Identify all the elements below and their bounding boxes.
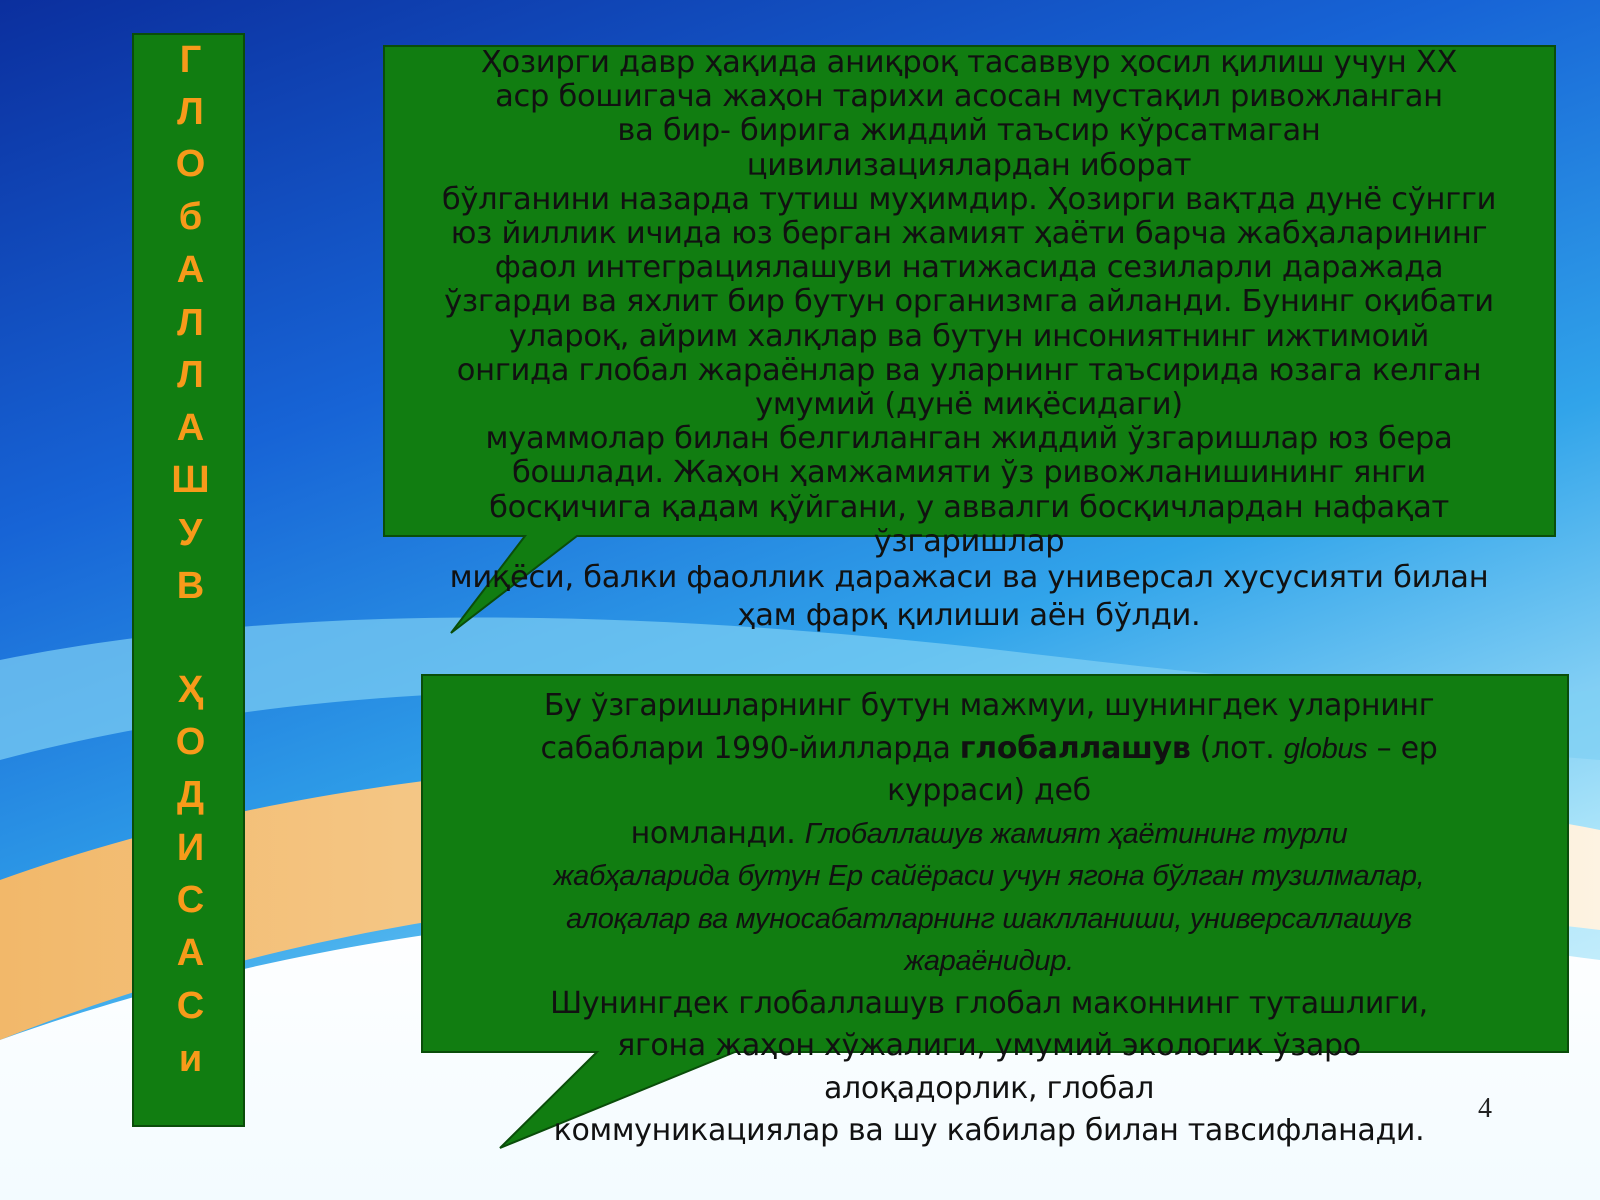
vertical-title-letter: Л — [177, 302, 204, 344]
vertical-title-letter: и — [178, 1038, 203, 1080]
vertical-title-letter: А — [176, 932, 205, 974]
paragraph-block-2 — [440, 685, 1538, 1153]
text-line: Бу ўзгаришларнинг бутун мажмуи, шунингдек уларнинг — [543, 688, 1435, 723]
text-line: ҳам фарқ қилиши аён бўлди. — [737, 598, 1201, 634]
text-line: ўзгарди ва яхлит бир бутун организмга айланди. Бунинг оқибати — [444, 284, 1494, 320]
vertical-title-letter: С — [176, 879, 205, 921]
text-line: Шунингдек глобаллашув глобал маконнинг туташлиги, — [550, 985, 1428, 1021]
vertical-title-letter: И — [176, 827, 205, 869]
text-line: алоқадорлик, глобал — [823, 1070, 1155, 1106]
vertical-title-letter: В — [176, 565, 205, 607]
text-line: фаол интеграциялашуви натижасида сезиларли даражада — [494, 250, 1444, 286]
text-line: аср бошигача жаҳон тарихи асосан мустақил ривожланган — [495, 79, 1443, 115]
text-line: сабаблари 1990-йилларда глобаллашув (лот. globus – ер — [540, 730, 1438, 766]
text-line: алоқалар ва муносабатларнинг шаклланиши, универсаллашув — [566, 902, 1412, 935]
text-line: онгида глобал жараёнлар ва уларнинг таъсирида юзага келган — [456, 352, 1482, 388]
vertical-title-letter: С — [176, 985, 205, 1027]
text-line: бўлганини назарда тутиш муҳимдир. Ҳозирги вақтда дунё сўнгги — [441, 181, 1497, 217]
vertical-title-letter: У — [178, 512, 203, 554]
text-line: уларoқ, айрим халқлар ва бутун инсониятнинг ижтимоий — [508, 318, 1430, 354]
vertical-title-letter: б — [178, 196, 203, 238]
vertical-title-letter: Л — [177, 354, 204, 396]
vertical-title-letter: А — [176, 407, 205, 449]
page-number: 4 — [1478, 1093, 1492, 1124]
definition-text: Глобаллашув жамият ҳаётининг турли — [804, 817, 1348, 850]
text-line: ягона жаҳон хўжалиги, умумий экологик ўзаро — [617, 1028, 1361, 1063]
text-line: ва бир- бирига жиддий таъсир кўрсатмаган — [617, 113, 1321, 149]
vertical-title-letter: О — [175, 143, 206, 185]
vertical-title-letter: Д — [176, 774, 205, 816]
text-line: босқичига қадам қўйгани, у аввалги босқичлардан нафақат — [489, 489, 1449, 525]
text-line: номланди. Глобаллашув жамият ҳаётининг турли — [630, 815, 1348, 851]
term-globalization: глобаллашув — [959, 730, 1191, 766]
text-line: миқёси, балки фаоллик даражаси ва универсал хусусияти билан — [449, 560, 1489, 596]
term-globus: globus — [1283, 732, 1368, 765]
text-line: ўзгаришлар — [873, 523, 1065, 559]
vertical-title-letter: Ҳ — [177, 669, 204, 711]
text-line: жараёнидир. — [904, 945, 1074, 977]
text-line: Ҳозирги давр ҳақида аниқроқ тасаввур ҳосил қилиш учун XX — [480, 45, 1458, 80]
text-line: цивилизациялардан иборат — [746, 147, 1192, 183]
text-line: юз йиллик ичида юз берган жамият ҳаёти барча жабҳаларининг — [450, 216, 1488, 252]
paragraph-block-1 — [395, 46, 1543, 635]
text-line: курраси) деб — [887, 773, 1091, 808]
text-line: коммуникациялар ва шу кабилар билан тавсифланади. — [553, 1113, 1425, 1148]
text-line: муаммолар билан белгиланган жиддий ўзгаришлар юз бера — [485, 421, 1453, 457]
text-line: бошлади. Жаҳон ҳамжамияти ўз ривожланишининг янги — [512, 455, 1426, 491]
vertical-title-letter: Ш — [171, 459, 210, 501]
vertical-title-letter: О — [175, 721, 206, 763]
vertical-title-letter: Л — [177, 91, 204, 133]
vertical-title-letter: Г — [179, 39, 202, 81]
text-line: умумий (дунё миқёсидаги) — [755, 387, 1183, 423]
vertical-title-letter: А — [176, 249, 205, 291]
text-line: жабҳаларида бутун Ер сайёраси учун ягона бўлган тузилмалар, — [553, 860, 1425, 892]
